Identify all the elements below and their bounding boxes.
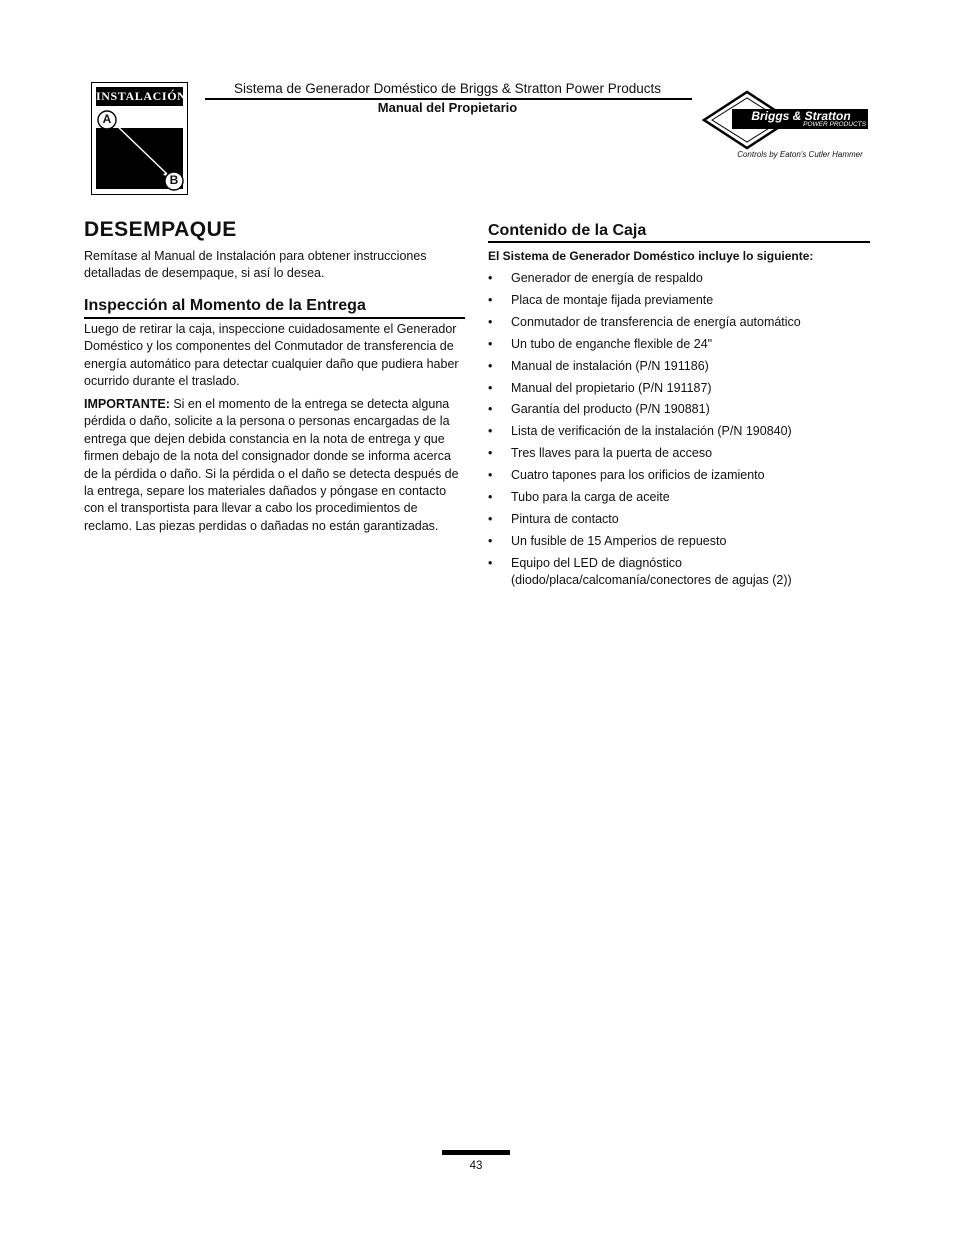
list-item-text: Placa de montaje fijada previamente — [511, 292, 714, 307]
logo-tagline: POWER PRODUCTS — [803, 121, 866, 128]
list-bullet: • — [488, 424, 493, 439]
list-item — [488, 555, 873, 590]
list-item — [488, 336, 873, 353]
badge-title: INSTALACIÓN — [96, 87, 183, 106]
list-item — [488, 270, 873, 287]
list-bullet: • — [488, 511, 493, 526]
list-bullet: • — [488, 314, 493, 329]
list-bullet: • — [488, 468, 493, 483]
important-label: IMPORTANTE: — [84, 397, 170, 411]
inspection-heading: Inspección al Momento de la Entrega — [84, 297, 366, 314]
footer-bar — [442, 1150, 510, 1155]
list-bullet: • — [488, 402, 493, 417]
contents-heading-rule — [488, 241, 870, 243]
list-item-text: Un fusible de 15 Amperios de repuesto — [511, 533, 727, 548]
list-item-text: Manual de instalación (P/N 191186) — [511, 358, 709, 373]
list-bullet: • — [488, 490, 493, 505]
contents-heading: Contenido de la Caja — [488, 222, 647, 239]
inspection-paragraph: Luego de retirar la caja, inspeccione cuidadosamente el Generador Doméstico y los componentes del Conmutador de transferencia de energía automático para detectar cualquier daño que pudiera haber ocurrido durante el traslado. — [84, 322, 459, 389]
list-bullet: • — [488, 358, 493, 373]
list-item — [488, 489, 873, 506]
section-heading: DESEMPAQUE — [84, 218, 237, 241]
document-subtitle: Manual del Propietario — [377, 100, 518, 115]
list-bullet: • — [488, 336, 493, 351]
page-number: 43 — [469, 1160, 483, 1172]
list-item-text: Manual del propietario (P/N 191187) — [511, 380, 712, 395]
list-bullet: • — [488, 555, 493, 570]
list-item — [488, 445, 873, 462]
list-item-text: Lista de verificación de la instalación (P/N 190840) — [511, 424, 792, 439]
list-item — [488, 358, 873, 375]
list-item — [488, 380, 873, 397]
list-item — [488, 292, 873, 309]
contents-list — [488, 270, 873, 594]
list-item — [488, 401, 873, 418]
list-item-text: Tubo para la carga de aceite — [511, 490, 670, 505]
list-item — [488, 467, 873, 484]
list-item-text: Equipo del LED de diagnóstico (diodo/placa/calcomanía/conectores de agujas (2)) — [511, 555, 792, 588]
badge-label-b: B — [169, 173, 179, 187]
logo-brand: Briggs & Stratton — [751, 109, 851, 123]
list-bullet: • — [488, 292, 493, 307]
intro-paragraph: Remítase al Manual de Instalación para obtener instrucciones detalladas de desempaque, si así lo desea. — [84, 249, 427, 281]
list-bullet: • — [488, 446, 493, 461]
contents-lead: El Sistema de Generador Doméstico incluye lo siguiente: — [488, 249, 814, 263]
badge-label-a: A — [102, 112, 112, 126]
list-item-text: Conmutador de transferencia de energía automático — [511, 314, 801, 329]
inspection-heading-rule — [84, 317, 465, 319]
logo-caption: Controls by Eaton's Cutler Hammer — [737, 150, 863, 159]
list-item — [488, 533, 873, 550]
list-bullet: • — [488, 380, 493, 395]
list-item — [488, 314, 873, 331]
document-series-title: Sistema de Generador Doméstico de Briggs & Stratton Power Products — [234, 81, 661, 96]
list-item — [488, 423, 873, 440]
important-paragraph — [84, 396, 466, 535]
list-item — [488, 511, 873, 528]
list-item-text: Un tubo de enganche flexible de 24" — [511, 336, 713, 351]
list-item-text: Cuatro tapones para los orificios de izamiento — [511, 468, 765, 483]
list-bullet: • — [488, 533, 493, 548]
installation-badge — [91, 82, 188, 195]
list-item-text: Tres llaves para la puerta de acceso — [511, 446, 713, 461]
list-item-text: Pintura de contacto — [511, 511, 619, 526]
important-text: Si en el momento de la entrega se detecta alguna pérdida o daño, solicite a la persona o personas encargadas de la entrega que dejen debida constancia en la nota de entrega y que firmen debajo de la nota del consignador donde se informa acerca de la pérdida o daño. Si la pérdida o el daño se detecta después de la entrega, separe los materiales dañados y póngase en contacto con el transportista para llevar a cabo los procedimientos de reclamo. Las piezas perdidas o dañadas no están garantizadas. — [84, 397, 459, 533]
list-item-text: Generador de energía de respaldo — [511, 271, 703, 285]
list-item-text: Garantía del producto (P/N 190881) — [511, 402, 710, 417]
list-bullet: • — [488, 271, 493, 285]
